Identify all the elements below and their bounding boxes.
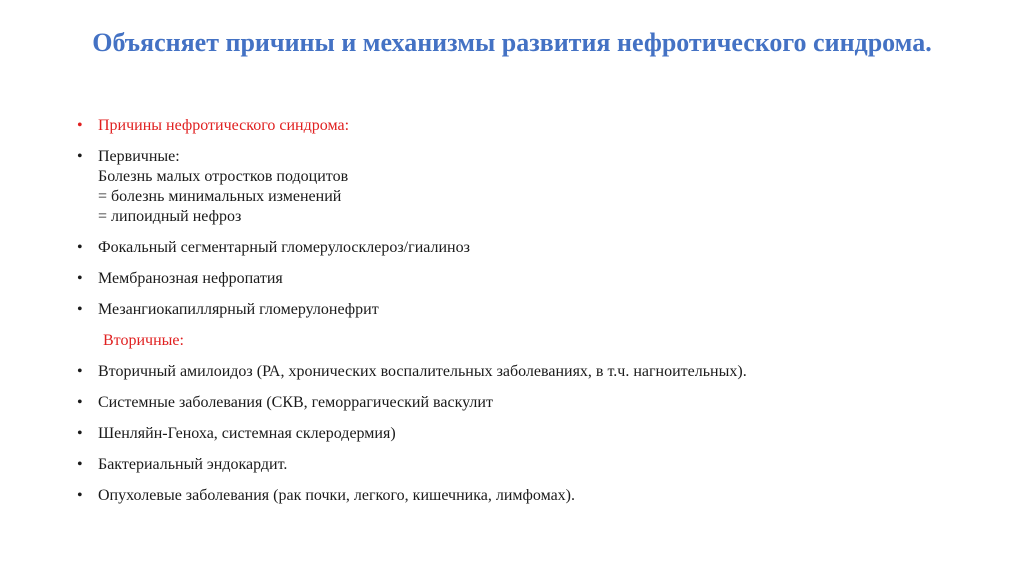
slide-body bbox=[77, 116, 997, 517]
list-item-text: Причины нефротического синдрома: bbox=[98, 117, 350, 134]
list-item-text: Системные заболевания (СКВ, геморрагический васкулит bbox=[98, 394, 493, 411]
bullet-icon: • bbox=[77, 117, 83, 134]
list-item-text: Опухолевые заболевания (рак почки, легкого, кишечника, лимфомах). bbox=[98, 487, 576, 504]
secondary-heading: Вторичные: bbox=[103, 332, 184, 349]
list-item bbox=[77, 362, 997, 382]
list-item bbox=[77, 393, 997, 413]
list-item-line: = липоидный нефроз bbox=[98, 208, 242, 225]
bullet-icon: • bbox=[77, 394, 83, 411]
bullet-icon: • bbox=[77, 270, 83, 287]
bullet-icon: • bbox=[77, 239, 83, 256]
list-item-text: Мезангиокапиллярный гломерулонефрит bbox=[98, 301, 379, 318]
list-item bbox=[77, 300, 997, 320]
list-item bbox=[77, 238, 997, 258]
bullet-icon: • bbox=[77, 363, 83, 380]
list-item bbox=[77, 424, 997, 444]
list-item-primary bbox=[77, 147, 997, 227]
list-item-text: Вторичный амилоидоз (РА, хронических воспалительных заболеваниях, в т.ч. нагноительных). bbox=[98, 363, 747, 380]
list-item-line: = болезнь минимальных изменений bbox=[98, 188, 342, 205]
bullet-icon: • bbox=[77, 148, 83, 165]
list-item bbox=[77, 269, 997, 289]
list-item-line: Первичные: bbox=[98, 148, 180, 165]
list-item-text: Фокальный сегментарный гломерулосклероз/гиалиноз bbox=[98, 239, 470, 256]
list-item-text: Мембранозная нефропатия bbox=[98, 270, 283, 287]
list-item-text: Шенляйн-Геноха, системная склеродермия) bbox=[98, 425, 396, 442]
list-item-text: Бактериальный эндокардит. bbox=[98, 456, 288, 473]
list-item bbox=[77, 486, 997, 506]
list-item-causes-heading bbox=[77, 116, 997, 136]
bullet-icon: • bbox=[77, 456, 83, 473]
bullet-icon: • bbox=[77, 487, 83, 504]
slide-title: Объясняет причины и механизмы развития нефротического синдрома. bbox=[92, 28, 932, 57]
bullet-icon: • bbox=[77, 301, 83, 318]
bullet-icon: • bbox=[77, 425, 83, 442]
list-item bbox=[77, 455, 997, 475]
list-item-line: Болезнь малых отростков подоцитов bbox=[98, 168, 349, 185]
